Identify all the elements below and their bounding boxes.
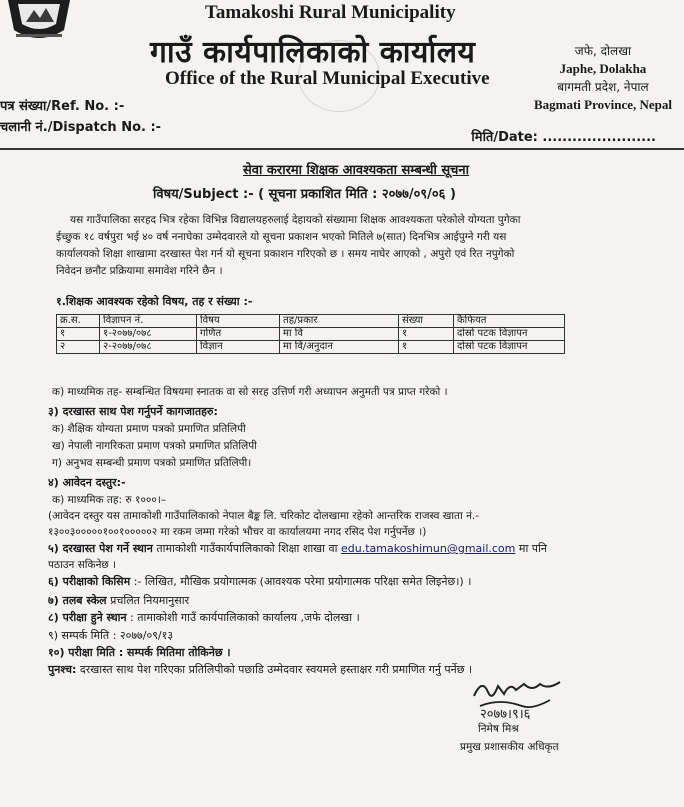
notice-title: सेवा करारमा शिक्षक आवश्यकता सम्बन्धी सूचना [243, 163, 470, 178]
email-link[interactable]: edu.tamakoshimun@gmail.com [340, 542, 516, 555]
section-6 [48, 574, 471, 589]
section-heading-3: ३) दरखास्त साथ पेश गर्नुपर्ने कागजातहरु: [48, 405, 218, 418]
address-line: बागमती प्रदेश, नेपाल [557, 80, 649, 94]
table-cell: दोस्रो पटक विज्ञापन [454, 328, 565, 341]
table-header-cell: संख्या [399, 315, 454, 328]
section-7-label: ७) तलब स्केल [48, 594, 107, 607]
table-cell: १-२०७७/०७८ [100, 328, 197, 341]
dispatch-number-label: चलानी नं./Dispatch No. :- [0, 120, 162, 135]
address-block [534, 42, 672, 114]
table-header-row [57, 315, 565, 328]
document-item: ग) अनुभव सम्बन्धी प्रमाण पत्रको प्रमाणित प्रतिलिपी। [52, 457, 252, 469]
section-5 [48, 541, 547, 556]
notice-subject: विषय/Subject :- ( सूचना प्रकाशित मिति : २०७७/०९/०६ ) [153, 187, 456, 202]
notice-paragraph-line: यस गाउँपालिका सरहद भित्र रहेका विभिन्न विद्यालयहरुलाई देहायको संख्यामा शिक्षक आवश्यकता परेकोले योग्यता पुगेका [70, 214, 521, 226]
fee-note-line: (आवेदन दस्तुर यस तामाकोशी गाउँपालिकाको नेपाल बैङ्क लि. चरिकोट दोलखामा रहेको आन्तरिक राजस्व खाता नं.- [48, 510, 480, 522]
notice-paragraph-line: कार्यालयको शिक्षा शाखामा दरखास्त पेश गर्न यो सूचना प्रकाशन गरिएको छ । समय नाघेर आएको , अपुरो एवं रित नपुगेको [56, 248, 515, 260]
section-6-text: :- लिखित, मौखिक प्रयोगात्मक (आवश्यक परेमा प्रयोगात्मक परिक्षा समेत लिइनेछ।) । [130, 575, 472, 588]
table-header-cell: विज्ञापन नं. [100, 315, 197, 328]
signatory-designation: प्रमुख प्रशासकीय अधिकृत [460, 741, 559, 753]
document-item: ख) नेपाली नागरिकता प्रमाण पत्रको प्रमाणित प्रतिलिपी [52, 440, 257, 452]
document-item: क) शैक्षिक योग्यता प्रमाण पत्रको प्रमाणित प्रतिलिपी [52, 423, 246, 435]
footnote [48, 662, 472, 677]
table-row [57, 328, 565, 341]
table-cell: १ [399, 341, 454, 354]
handwritten-signature [470, 672, 570, 720]
section-5-tail: मा पनि [515, 542, 548, 555]
table-cell: मा वि/अनुदान [280, 341, 399, 354]
section-5-text: तामाकोशी गाउँकार्यपालिकाको शिक्षा शाखा वा [152, 542, 341, 555]
qualification-text: क) माध्यमिक तह- सम्बन्धित विषयमा स्नातक वा सो सरह उत्तिर्ण गरी अध्यापन अनुमती पत्र प्राप्त गरेको । [52, 386, 448, 398]
table-row [57, 341, 565, 354]
date-label: मिति/Date: ....................... [471, 130, 656, 145]
table-header-cell: विषय [197, 315, 280, 328]
table-cell: २-२०७७/०७८ [100, 341, 197, 354]
table-cell: मा वि [280, 328, 399, 341]
footnote-label: पुनश्च: [48, 663, 77, 676]
address-line: जफे, दोलखा [574, 44, 632, 58]
section-8-label: ८) परीक्षा हुने स्थान [48, 611, 127, 624]
table-cell: २ [57, 341, 100, 354]
table-cell: दोस्रो पटक विज्ञापन [454, 341, 565, 354]
fee-note-line: १३००३०००००१००१०००००२ मा रकम जम्मा गरेको भौचर वा कार्यालयमा नगद रसिद पेश गर्नुपर्नेछ ।) [48, 526, 427, 538]
section-7 [48, 593, 189, 608]
table-cell: गणित [197, 328, 280, 341]
table-header-cell: तह/प्रकार [280, 315, 399, 328]
section-9: ९) सम्पर्क मिति : २०७७/०९/१३ [48, 629, 174, 642]
section-heading-1: १.शिक्षक आवश्यक रहेको विषय, तह र संख्या :- [56, 295, 253, 308]
org-name-en: Tamakoshi Rural Municipality [205, 2, 456, 23]
address-line: Japhe, Dolakha [559, 61, 647, 76]
footnote-text: दरखास्त साथ पेश गरिएका प्रतिलिपीको पछाडि उम्मेदवार स्वयमले हस्ताक्षर गरी प्रमाणित गर्नु पर्नेछ । [76, 663, 473, 676]
ref-number-label: पत्र संख्या/Ref. No. :- [0, 99, 125, 114]
section-6-label: ६) परीक्षाको किसिम [48, 575, 131, 588]
vacancy-table [56, 314, 565, 354]
table-cell: विज्ञान [197, 341, 280, 354]
municipality-emblem-logo [4, 0, 74, 44]
section-5-line2: पठाउन सकिनेछ । [48, 559, 117, 571]
section-8-text: : तामाकोशी गाउँ कार्यपालिकाको कार्यालय ,जफे दोलखा । [126, 611, 360, 624]
table-cell: १ [399, 328, 454, 341]
fee-text: क) माध्यमिक तह: रु १०००।– [52, 494, 167, 506]
table-cell: १ [57, 328, 100, 341]
section-10: १०) परीक्षा मिति : सम्पर्क मितिमा तोकिनेछ । [48, 646, 231, 659]
svg-text:२०७७।९।६: २०७७।९।६ [480, 707, 531, 720]
office-name-np: गाउँ कार्यपालिकाको कार्यालय [150, 35, 476, 70]
table-header-cell: कैफियत [454, 315, 565, 328]
header-divider [0, 148, 684, 150]
section-8 [48, 610, 360, 625]
signatory-name: निमेष मिश्र [478, 723, 519, 735]
section-heading-4: ४) आवेदन दस्तुर:- [48, 476, 126, 489]
address-line: Bagmati Province, Nepal [533, 97, 672, 112]
section-5-label: ५) दरखास्त पेश गर्ने स्थान [48, 542, 153, 555]
table-header-cell: क्र.स. [57, 315, 100, 328]
notice-paragraph-line: निवेदन छनौट प्रक्रियामा समावेश गरिने छैन । [56, 265, 223, 277]
office-name-en: Office of the Rural Municipal Executive [165, 68, 490, 89]
notice-paragraph-line: ईच्छुक १८ वर्षपुरा भई ४० वर्ष ननाघेका उम्मेदवारले यो सूचना प्रकाशन भएको मितिले ७(सात) दिनभित्र आईपुग्ने गरी यस [56, 231, 507, 243]
section-7-text: प्रचलित नियमानुसार [106, 594, 190, 607]
